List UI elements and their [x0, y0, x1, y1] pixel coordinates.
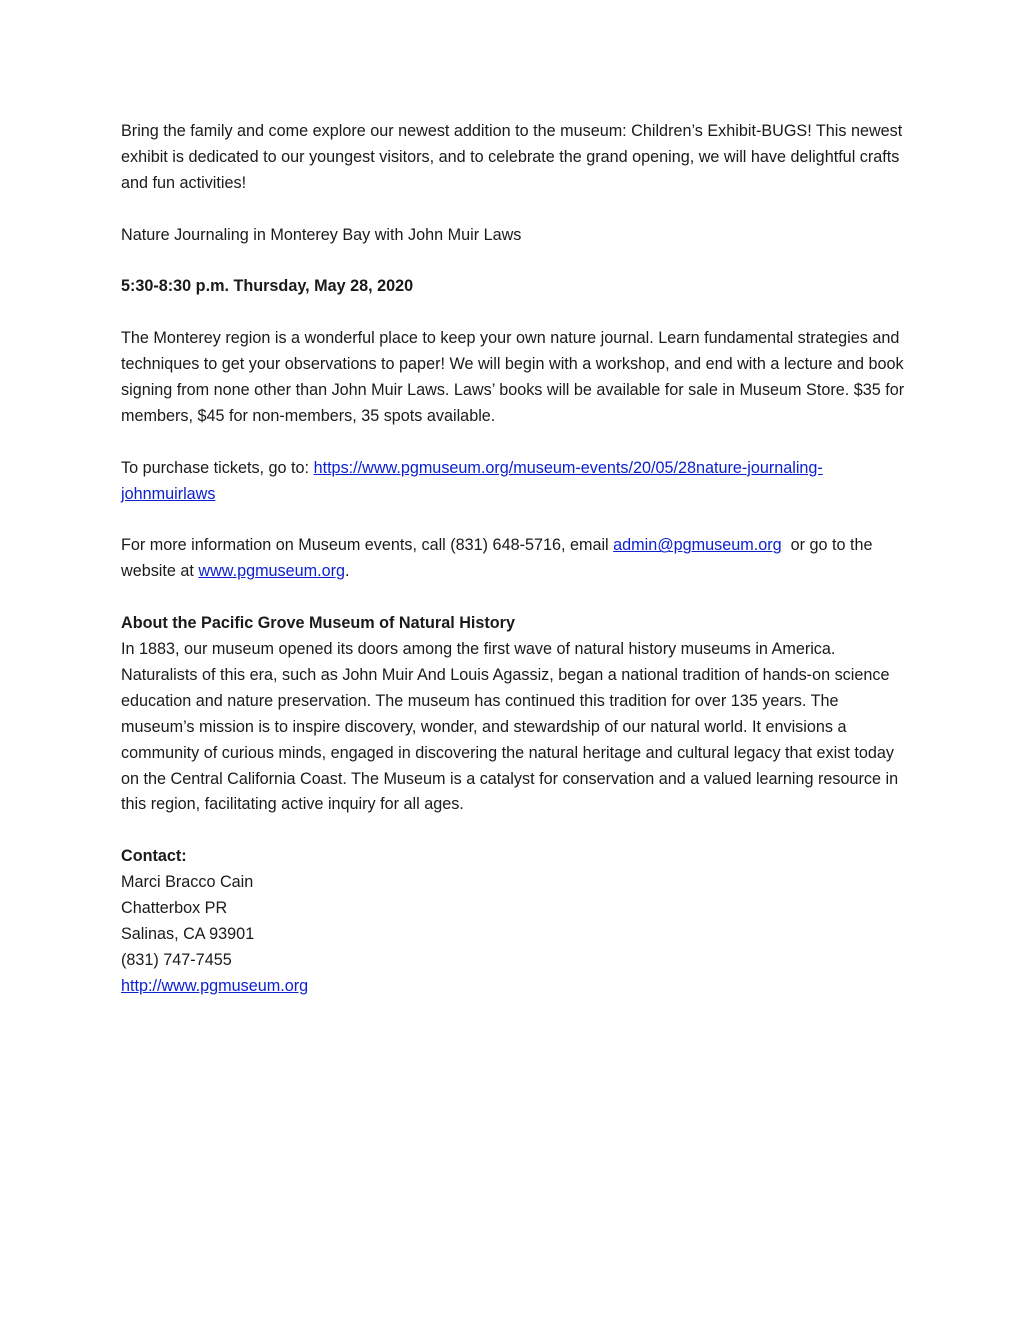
- contact-section: [121, 844, 911, 999]
- about-section: [121, 611, 911, 818]
- document-body: [121, 119, 911, 1000]
- contact-company: Chatterbox PR: [121, 899, 228, 918]
- info-middle: or go to the website at: [121, 536, 878, 581]
- event-datetime: 5:30-8:30 p.m. Thursday, May 28, 2020: [121, 277, 414, 296]
- contact-phone: (831) 747-7455: [121, 950, 232, 969]
- tickets-link[interactable]: https://www.pgmuseum.org/museum-events/20/05/28nature-journaling-johnmuirlaws: [121, 458, 823, 503]
- tickets-prefix: To purchase tickets, go to:: [121, 458, 314, 477]
- info-suffix: .: [345, 562, 350, 581]
- contact-city: Salinas, CA 93901: [121, 924, 255, 943]
- contact-website-link[interactable]: http://www.pgmuseum.org: [121, 976, 309, 995]
- info-prefix: For more information on Museum events, call (831) 648-5716, email: [121, 536, 614, 555]
- info-paragraph: [121, 533, 911, 585]
- contact-heading: Contact:: [121, 847, 187, 866]
- event-description: The Monterey region is a wonderful place to keep your own nature journal. Learn fundamental strategies and techniques to get your observations to paper! We will begin with a workshop, and end with a lecture and book signing from none other than John Muir Laws. Laws’ books will be available for sale in Museum Store. $35 for members, $45 for non-members, 35 spots available.: [121, 329, 905, 425]
- contact-name: Marci Bracco Cain: [121, 873, 254, 892]
- event-title: Nature Journaling in Monterey Bay with John Muir Laws: [121, 225, 522, 244]
- about-text: In 1883, our museum opened its doors among the first wave of natural history museums in America. Naturalists of this era, such as John Muir And Louis Agassiz, began a national tradition of hands-on science education and nature preservation. The museum has continued this tradition for over 135 years. The museum’s mission is to inspire discovery, wonder, and stewardship of our natural world. It envisions a community of curious minds, engaged in discovering the natural heritage and cultural legacy that exist today on the Central California Coast. The Museum is a catalyst for conservation and a valued learning resource in this region, facilitating active inquiry for all ages.: [121, 640, 899, 814]
- intro-paragraph: Bring the family and come explore our newest addition to the museum: Children’s Exhibit-BUGS! This newest exhibit is dedicated to our youngest visitors, and to celebrate the grand opening, we will have delightful crafts and fun activities!: [121, 122, 903, 192]
- about-heading: About the Pacific Grove Museum of Natural History: [121, 614, 515, 633]
- website-link[interactable]: www.pgmuseum.org: [198, 562, 346, 581]
- tickets-paragraph: [121, 456, 911, 508]
- email-link[interactable]: admin@pgmuseum.org: [613, 536, 782, 555]
